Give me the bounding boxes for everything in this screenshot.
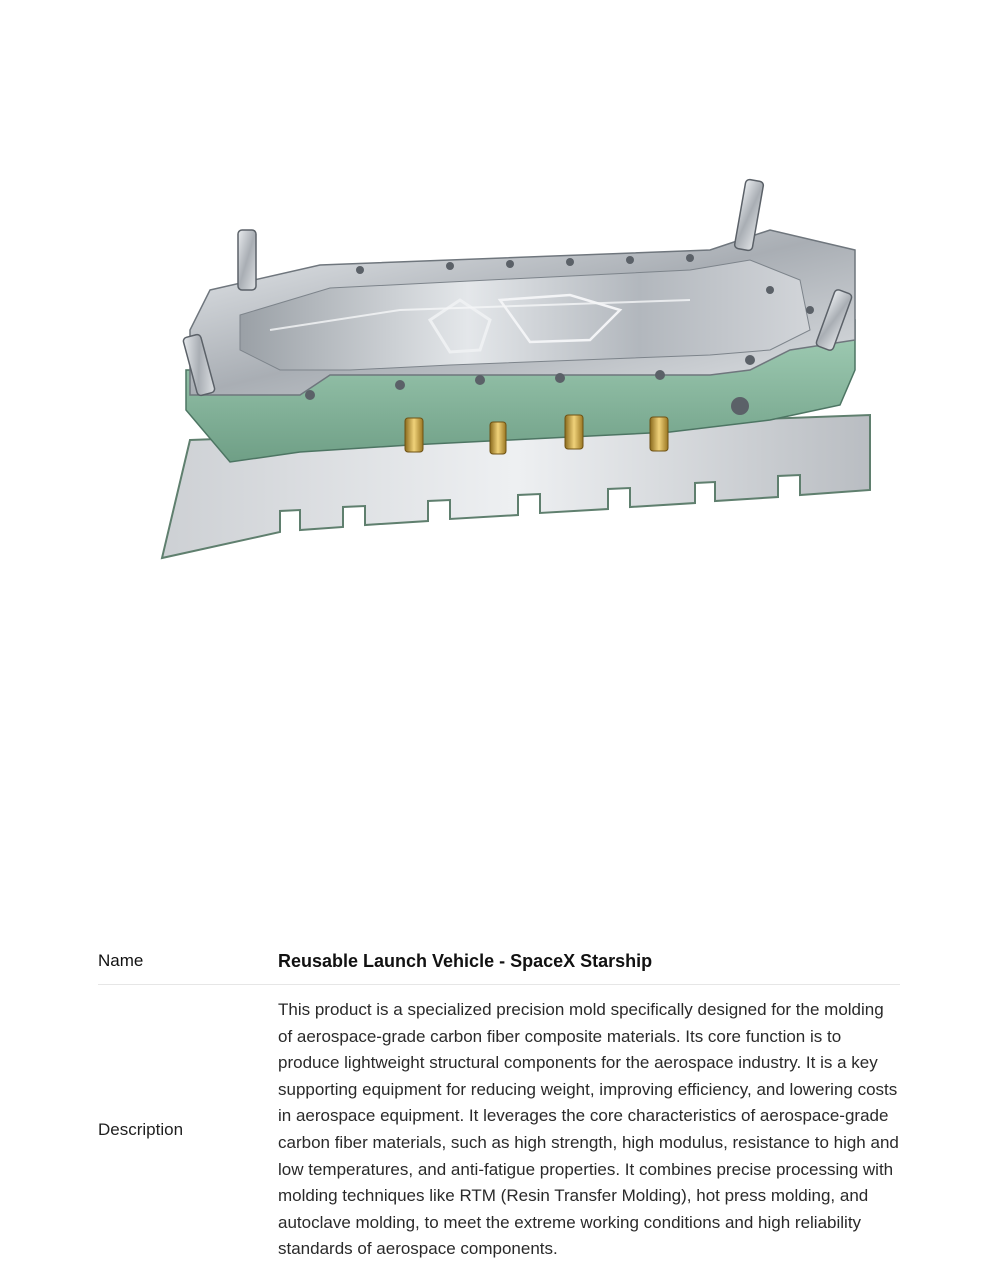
- spec-table: [98, 938, 900, 1263]
- mold-photo-icon: [150, 170, 880, 570]
- product-image: [150, 170, 880, 570]
- description-label: Description: [98, 1119, 184, 1139]
- product-name: Reusable Launch Vehicle - SpaceX Starship: [278, 950, 653, 971]
- name-label: Name: [98, 951, 144, 970]
- product-description: This product is a specialized precision mold specifically designed for the molding of aerospace-grade carbon fiber composite materials. Its core function is to produce lightweight structural components for the aerospace industry. It is a key supporting equipment for reducing weight, improving efficiency, and lowering costs in aerospace equipment. It leverages the core characteristics of aerospace-grade carbon fiber materials, such as high strength, high modulus, resistance to high and low temperatures, and anti-fatigue properties. It combines precise processing with molding techniques like RTM (Resin Transfer Molding), hot press molding, and autoclave molding, to meet the extreme working conditions and high reliability standards of aerospace components.: [278, 1000, 899, 1259]
- spec-row-description: [98, 985, 900, 1263]
- spec-row-name: [98, 938, 900, 985]
